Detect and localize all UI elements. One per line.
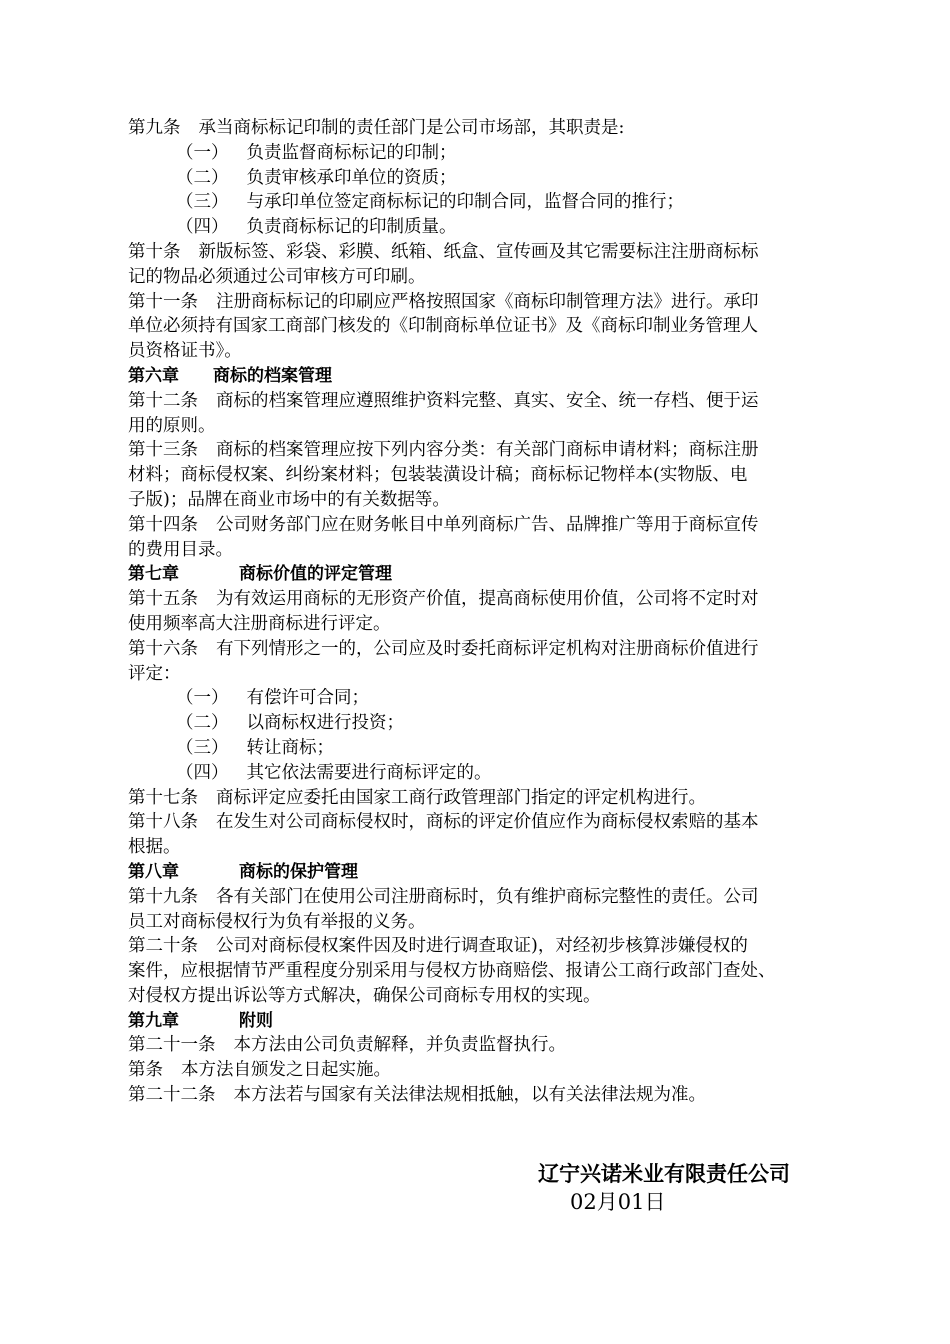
list-item-text: 与承印单位签定商标标记的印制合同，监督合同的推行； [246, 192, 684, 213]
list-item-text: 负责审核承印单位的资质； [246, 167, 457, 188]
article-continuation: 评定： [128, 663, 181, 684]
article-text: 商标评定应委托由国家工商行政管理部门指定的评定机构进行。 [216, 787, 706, 808]
article-text: 商标的档案管理应按下列内容分类：有关部门商标申请材料；商标注册 [216, 440, 759, 461]
article-text: 公司对商标侵权案件因及时进行调查取证)，对经初步核算涉嫌侵权的 [216, 936, 748, 957]
list-item-text: 转让商标； [246, 737, 334, 758]
article-label: 第十八条 [128, 812, 198, 833]
article-continuation: 的费用目录。 [128, 539, 233, 560]
article-11 [128, 290, 828, 315]
article-label: 第十一条 [128, 291, 198, 312]
article-text: 注册商标标记的印刷应严格按照国家《商标印制管理方法》进行。承印 [216, 291, 759, 312]
list-item-number: （一） [176, 688, 229, 709]
article-label: 第条 [128, 1060, 163, 1081]
article-continuation: 使用频率高大注册商标进行评定。 [128, 613, 391, 634]
article-9 [128, 116, 828, 141]
chapter-title: 商标的保护管理 [239, 861, 358, 882]
signature-block [538, 1160, 790, 1216]
article-continuation: 记的物品必须通过公司审核方可印刷。 [128, 266, 426, 287]
article-continuation: 员资格证书》。 [128, 341, 242, 362]
article-15 [128, 587, 828, 612]
article-text: 各有关部门在使用公司注册商标时，负有维护商标完整性的责任。公司 [216, 886, 759, 907]
article-20 [128, 934, 828, 959]
article-text: 有下列情形之一的，公司应及时委托商标评定机构对注册商标价值进行 [216, 638, 759, 659]
article-continuation: 子版)；品牌在商业市场中的有关数据等。 [128, 489, 450, 510]
list-item [128, 686, 828, 711]
chapter-label: 第六章 [128, 365, 179, 386]
article-text: 为有效运用商标的无形资产价值，提高商标使用价值，公司将不定时对 [216, 589, 759, 610]
article-continuation: 根据。 [128, 837, 181, 858]
article-continuation: 对侵权方提出诉讼等方式解决，确保公司商标专用权的实现。 [128, 985, 601, 1006]
article-label: 第十五条 [128, 589, 198, 610]
article-text: 公司财务部门应在财务帐目中单列商标广告、品牌推广等用于商标宣传 [216, 514, 759, 535]
article-19 [128, 885, 828, 910]
article-14 [128, 513, 828, 538]
article-10 [128, 240, 828, 265]
article-13 [128, 438, 828, 463]
list-item [128, 166, 828, 191]
article-16 [128, 637, 828, 662]
list-item [128, 190, 828, 215]
list-item-text: 负责商标标记的印制质量。 [246, 217, 457, 238]
chapter-title: 商标的档案管理 [213, 365, 332, 386]
article-continuation: 用的原则。 [128, 415, 216, 436]
list-item-text: 其它依法需要进行商标评定的。 [246, 762, 492, 783]
list-item-number: （三） [176, 192, 229, 213]
article-text: 在发生对公司商标侵权时，商标的评定价值应作为商标侵权索赔的基本 [216, 812, 759, 833]
article-label: 第二十二条 [128, 1085, 216, 1106]
chapter-label: 第八章 [128, 861, 179, 882]
article-label: 第十条 [128, 241, 181, 262]
article-text: 本方法自颁发之日起实施。 [181, 1060, 391, 1081]
list-item-number: （二） [176, 713, 229, 734]
list-item [128, 215, 828, 240]
article-21 [128, 1033, 828, 1058]
chapter-8-heading [128, 860, 828, 885]
chapter-7-heading [128, 562, 828, 587]
article-text: 本方法若与国家有关法律法规相抵触，以有关法律法规为准。 [233, 1085, 706, 1106]
article-continuation: 单位必须持有国家工商部门核发的《印制商标单位证书》及《商标印制业务管理人 [128, 316, 758, 337]
article-label: 第九条 [128, 118, 181, 138]
article-17 [128, 786, 828, 811]
list-item [128, 141, 828, 166]
document-body [128, 116, 828, 1108]
article-18 [128, 810, 828, 835]
article-text: 商标的档案管理应遵照维护资料完整、真实、安全、统一存档、便于运 [216, 390, 759, 411]
list-item-number: （二） [176, 167, 229, 188]
list-item-text: 负责监督商标标记的印制； [246, 142, 457, 163]
article-continuation: 员工对商标侵权行为负有举报的义务。 [128, 911, 426, 932]
list-item-number: （三） [176, 737, 229, 758]
article-effective [128, 1058, 828, 1083]
article-12 [128, 389, 828, 414]
article-label: 第十四条 [128, 514, 198, 535]
list-item-number: （四） [176, 217, 229, 238]
chapter-label: 第九章 [128, 1010, 179, 1031]
article-continuation: 材料；商标侵权案、纠纷案材料；包装装潢设计稿；商标标记物样本(实物版、电 [128, 465, 748, 486]
list-item [128, 736, 828, 761]
signature-date: 02月01日 [570, 1190, 666, 1214]
article-label: 第十七条 [128, 787, 198, 808]
article-label: 第十六条 [128, 638, 198, 659]
chapter-title: 附则 [239, 1010, 273, 1031]
article-22 [128, 1083, 828, 1108]
article-label: 第十二条 [128, 390, 198, 411]
chapter-label: 第七章 [128, 564, 179, 585]
article-continuation: 案件，应根据情节严重程度分别采用与侵权方协商赔偿、报请公工商行政部门查处、 [128, 961, 776, 982]
chapter-6-heading [128, 364, 828, 389]
list-item-text: 有偿许可合同； [246, 688, 369, 709]
list-item-number: （一） [176, 142, 229, 163]
chapter-title: 商标价值的评定管理 [239, 564, 392, 585]
article-text: 新版标签、彩袋、彩膜、纸箱、纸盒、宣传画及其它需要标注注册商标标 [198, 241, 759, 262]
list-item-text: 以商标权进行投资； [246, 713, 404, 734]
chapter-9-heading [128, 1009, 828, 1034]
company-name: 辽宁兴诺米业有限责任公司 [538, 1162, 790, 1186]
list-item-number: （四） [176, 762, 229, 783]
article-text: 本方法由公司负责解释，并负责监督执行。 [233, 1035, 566, 1056]
article-label: 第二十条 [128, 936, 198, 957]
list-item [128, 761, 828, 786]
article-label: 第二十一条 [128, 1035, 216, 1056]
article-text: 承当商标标记印制的责任部门是公司市场部，其职责是: [198, 118, 625, 138]
article-label: 第十九条 [128, 886, 198, 907]
article-label: 第十三条 [128, 440, 198, 461]
list-item [128, 711, 828, 736]
